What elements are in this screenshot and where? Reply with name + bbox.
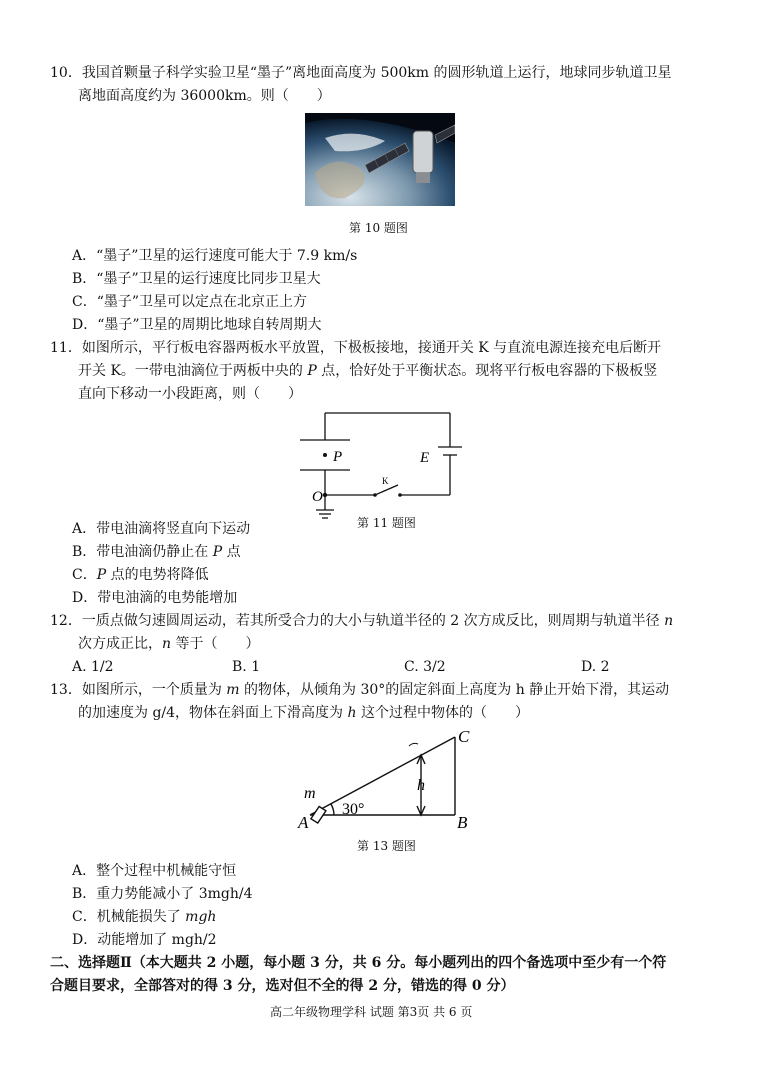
- switch-blade: [375, 485, 398, 495]
- q11-circuit-diagram: [290, 405, 470, 520]
- label-p: P: [333, 449, 343, 465]
- q11-stem-line2: 开关 K。一带电油滴位于两板中央的 P 点，恰好处于平衡状态。现将平行板电容器的下极板竖: [78, 363, 658, 379]
- q12-option-c: C. 3/2: [404, 659, 446, 675]
- q12-option-a: A. 1/2: [72, 659, 114, 675]
- q10-satellite-image: [305, 113, 455, 206]
- q11-option-a: A．带电油滴将竖直向下运动: [72, 521, 251, 537]
- label-k: K: [382, 476, 389, 486]
- q10-option-d: D．“墨子”卫星的周期比地球自转周期大: [72, 317, 322, 333]
- q13-option-b: B．重力势能减小了 3mgh/4: [72, 886, 253, 902]
- q11-option-c: C．P 点的电势将降低: [72, 567, 209, 583]
- q10-figure-caption: 第 10 题图: [349, 221, 408, 235]
- q11-stem-line1: 11．如图所示，平行板电容器两板水平放置，下极板接地，接通开关 K 与直流电源连接充电后断开: [50, 340, 662, 356]
- q11-figure-caption: 第 11 题图: [357, 516, 416, 530]
- q13-incline-diagram: [290, 722, 490, 837]
- label-m: m: [304, 785, 316, 802]
- label-e: E: [420, 450, 430, 466]
- label-o: O: [312, 489, 323, 505]
- q10-option-a: A．“墨子”卫星的运行速度可能大于 7.9 km/s: [72, 248, 358, 264]
- page-footer: 高二年级物理学科 试题 第3页 共 6 页: [270, 1005, 473, 1019]
- label-h: h: [417, 777, 425, 794]
- q12-stem-line2: 次方成正比，n 等于（ ）: [78, 636, 260, 652]
- section2-heading-line1: 二、选择题Ⅱ（本大题共 2 小题，每小题 3 分，共 6 分。每小题列出的四个备选项中至少有一个符: [50, 955, 667, 971]
- q13-option-d: D．动能增加了 mgh/2: [72, 932, 217, 948]
- q10-option-b: B．“墨子”卫星的运行速度比同步卫星大: [72, 271, 321, 287]
- q13-option-a: A．整个过程中机械能守恒: [72, 863, 237, 879]
- q10-option-c: C．“墨子”卫星可以定点在北京正上方: [72, 294, 308, 310]
- q13-stem-line1: 13．如图所示，一个质量为 m 的物体，从倾角为 30°的固定斜面上高度为 h 静止开始下滑，其运动: [50, 682, 670, 698]
- q12-stem-line1: 12．一质点做匀速圆周运动，若其所受合力的大小与轨道半径的 2 次方成反比，则周期与轨道半径 n: [50, 613, 674, 629]
- label-b: B: [457, 813, 468, 832]
- q11-stem-line3: 直向下移动一小段距离，则（ ）: [78, 386, 302, 402]
- incline-slope: [310, 737, 455, 815]
- q10-stem-line1: 10．我国首颗量子科学实验卫星“墨子”离地面高度为 500km 的圆形轨道上运行，地球同步轨道卫星: [50, 65, 672, 81]
- q11-option-b: B．带电油滴仍静止在 P 点: [72, 544, 241, 560]
- q13-figure-caption: 第 13 题图: [357, 839, 416, 853]
- oil-drop: [323, 453, 327, 457]
- q11-option-d: D．带电油滴的电势能增加: [72, 590, 238, 606]
- label-c: C: [458, 727, 470, 746]
- label-a: A: [298, 813, 309, 832]
- q13-option-c: C．机械能损失了 mgh: [72, 909, 217, 925]
- q12-option-b: B. 1: [232, 659, 261, 675]
- q12-option-d: D. 2: [581, 659, 610, 675]
- angle-arc: [331, 804, 334, 815]
- label-angle: 30°: [342, 801, 365, 818]
- q10-stem-line2: 离地面高度约为 36000km。则（ ）: [78, 88, 331, 104]
- section2-heading-line2: 合题目要求，全部答对的得 3 分，选对但不全的得 2 分，错选的得 0 分）: [50, 978, 515, 994]
- q13-stem-line2: 的加速度为 g/4，物体在斜面上下滑高度为 h 这个过程中物体的（ ）: [78, 705, 529, 721]
